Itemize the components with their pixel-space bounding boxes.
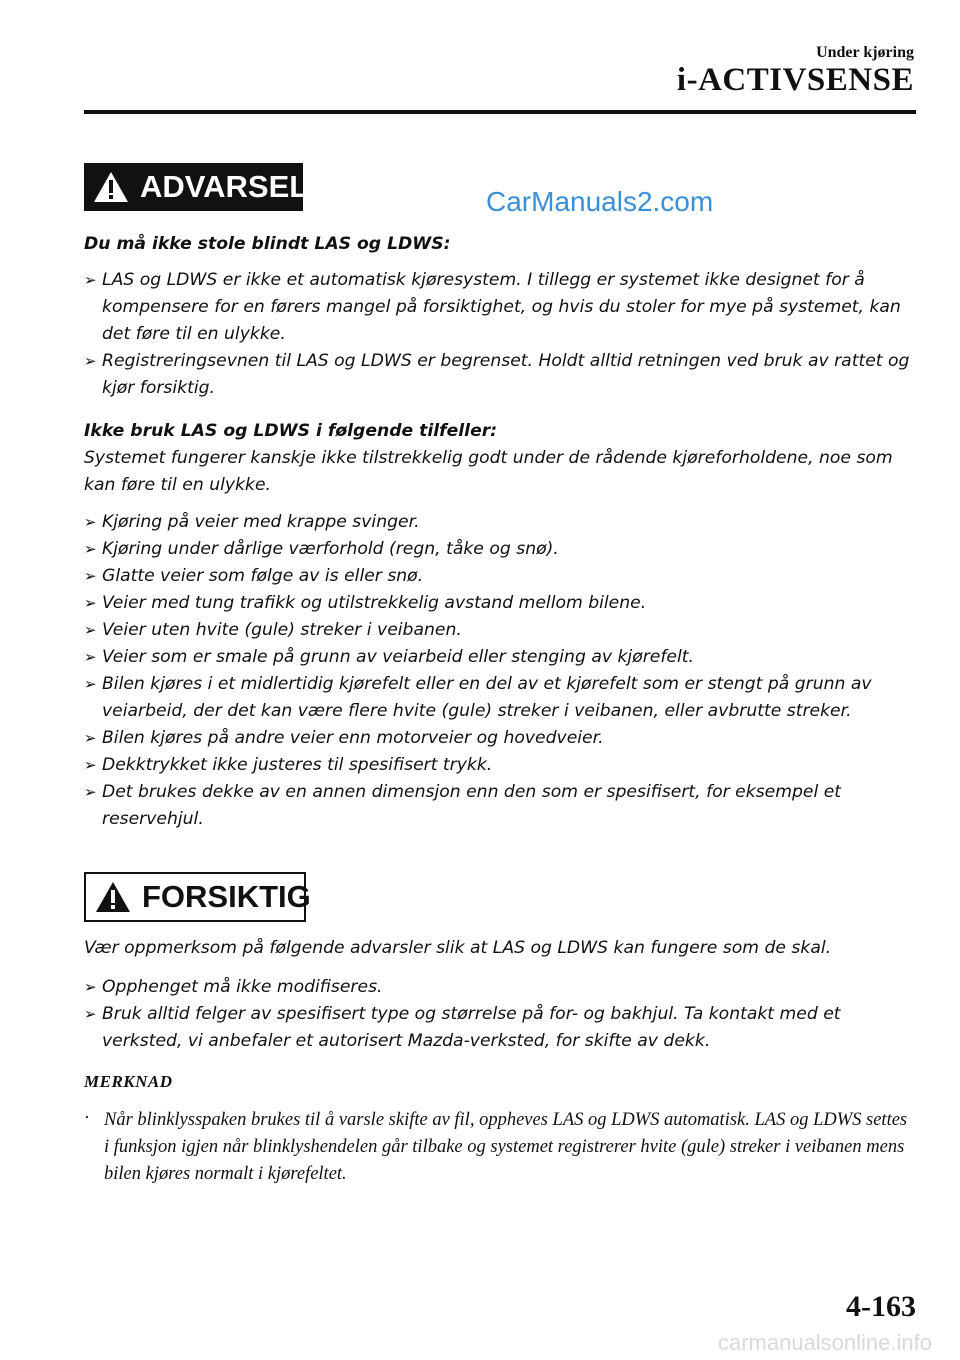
list-item: ➢ Dekktrykket ikke justeres til spesifisert trykk.	[84, 755, 493, 775]
warning-section	[84, 231, 914, 833]
list-item: ➢ Veier med tung trafikk og utilstrekkelig avstand mellom bilene.	[84, 593, 647, 613]
watermark: CarManuals2.com	[486, 186, 714, 217]
caution-label-text: FORSIKTIG	[142, 879, 311, 914]
list-item: ➢ Kjøring på veier med krappe svinger.	[84, 512, 420, 532]
list-item: ➢ LAS og LDWS er ikke et automatisk kjøresystem. I tillegg er systemet ikke designet for å kompensere for en førers mangel på forsiktighet, og hvis du stoler for mye på systemet, kan det føre til en ulykke.	[84, 270, 901, 344]
list-item: ➢ Bilen kjøres i et midlertidig kjørefelt eller en del av et kjørefelt som er stengt på grunn av veiarbeid, der det kan være flere hvite (gule) streker i veibanen, eller avbrutte streker.	[84, 674, 872, 721]
list-item: ➢ Det brukes dekke av en annen dimensjon enn den som er spesifisert, for eksempel et reservehjul.	[84, 782, 842, 829]
note-text: Når blinklysspaken brukes til å varsle skifte av fil, oppheves LAS og LDWS automatisk. LAS og LDWS settes i funksjon igjen når blinklyshendelen går tilbake og systemet registrerer hvite (gule) streker i veibanen mens bilen kjøres normalt i kjørefeltet.	[104, 1110, 908, 1184]
list-item: ➢ Bruk alltid felger av spesifisert type og størrelse på for- og bakhjul. Ta kontakt med et verksted, vi anbefaler et autorisert Mazda-verksted, for skifte av dekk.	[84, 1004, 841, 1051]
page-number: 4-163	[846, 1290, 916, 1323]
footer-watermark: carmanualsonline.info	[717, 1330, 932, 1355]
note-section	[84, 1107, 914, 1188]
warning-label-text: ADVARSEL	[140, 169, 309, 204]
warning-triangle-icon	[92, 170, 130, 204]
warning-list-2	[84, 509, 914, 833]
list-item: ➢ Kjøring under dårlige værforhold (regn, tåke og snø).	[84, 539, 559, 559]
section-name: Under kjøring	[816, 44, 914, 61]
caution-section	[84, 935, 914, 1055]
list-item: ➢ Glatte veier som følge av is eller snø.	[84, 566, 424, 586]
warning-label	[84, 163, 309, 211]
chapter-title: i-ACTIVSENSE	[676, 62, 914, 98]
warning-heading-1: Du må ikke stole blindt LAS og LDWS:	[84, 234, 451, 254]
caution-list	[84, 974, 914, 1055]
warning-triangle-icon	[94, 880, 132, 914]
caution-label	[84, 872, 311, 922]
list-item: ➢ Bilen kjøres på andre veier enn motorveier og hovedveier.	[84, 728, 604, 748]
bullet-dot: ·	[84, 1107, 90, 1127]
header-divider	[84, 110, 916, 114]
warning-list-1	[84, 267, 914, 402]
note-title: MERKNAD	[84, 1072, 173, 1091]
caution-intro: Vær oppmerksom på følgende advarsler slik at LAS og LDWS kan fungere som de skal.	[84, 938, 832, 958]
warning-intro-2: Systemet fungerer kanskje ikke tilstrekkelig godt under de rådende kjøreforholdene, noe som kan føre til en ulykke.	[84, 448, 893, 495]
list-item: ➢ Opphenget må ikke modifiseres.	[84, 977, 383, 997]
list-item: ➢ Registreringsevnen til LAS og LDWS er begrenset. Holdt alltid retningen ved bruk av rattet og kjør forsiktig.	[84, 351, 910, 398]
list-item: ➢ Veier som er smale på grunn av veiarbeid eller stenging av kjørefelt.	[84, 647, 694, 667]
list-item: ➢ Veier uten hvite (gule) streker i veibanen.	[84, 620, 462, 640]
warning-heading-2: Ikke bruk LAS og LDWS i følgende tilfeller:	[84, 421, 498, 441]
